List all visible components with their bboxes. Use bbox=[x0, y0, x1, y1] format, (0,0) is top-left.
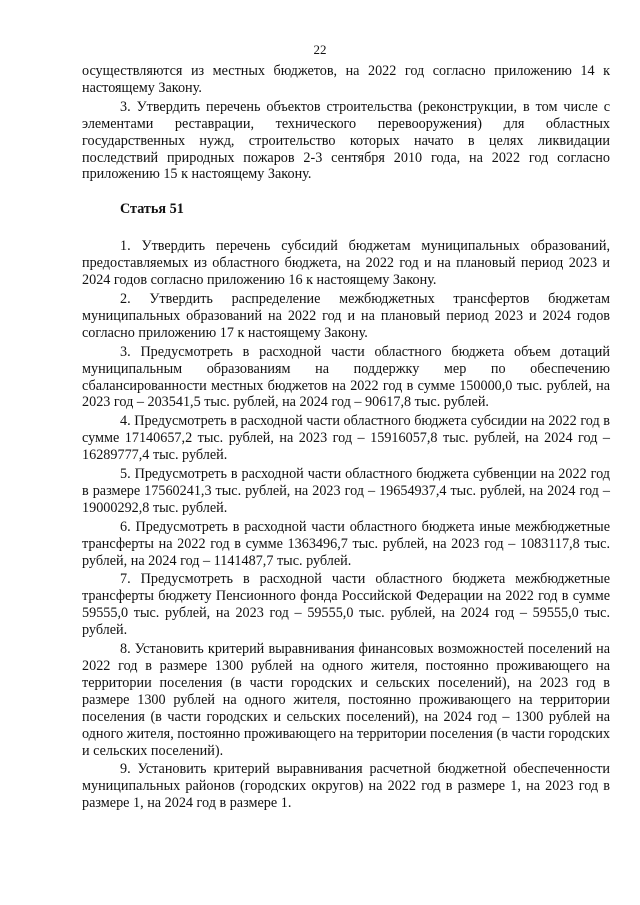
page-number: 22 bbox=[313, 42, 327, 57]
article-item-6: 6. Предусмотреть в расходной части областного бюджета иные межбюджетные трансферты на 2022 год в сумме 1363496,7 тыс. рублей, на 2023 год – 1083117,8 тыс. рублей, на 2024 год – 1141487,7 тыс. рублей. bbox=[82, 518, 610, 569]
article-item-7: 7. Предусмотреть в расходной части областного бюджета межбюджетные трансферты бюджету Пенсионного фонда Российской Федерации на 2022 год в сумме 59555,0 тыс. рублей, на 2023 год – 59555,0 тыс. рублей, на 2024 год – 59555,0 тыс. рублей. bbox=[82, 571, 610, 639]
article-item-1: 1. Утвердить перечень субсидий бюджетам муниципальных образований, предоставляемых из областного бюджета, на 2022 год и на плановый период 2023 и 2024 годов согласно приложению 16 к настоящему Закону. bbox=[82, 238, 610, 289]
article-item-8: 8. Установить критерий выравнивания финансовых возможностей поселений на 2022 год в размере 1300 рублей на одного жителя, постоянно проживающего на территории поселения (в части городских и сельских поселений), на 2023 год в размере 1300 рублей на одного жителя, постоянно проживающего на территории поселения (в части городских и сельских поселений), на 2024 год – 1300 рублей на одного жителя, постоянно проживающего на территории поселения (в части городских и сельских поселений). bbox=[82, 641, 610, 759]
document-body bbox=[82, 63, 610, 812]
continuation-paragraph: осуществляются из местных бюджетов, на 2022 год согласно приложению 14 к настоящему Закону. bbox=[82, 63, 610, 96]
article-heading: Статья 51 bbox=[120, 201, 184, 218]
paragraph-item-3: 3. Утвердить перечень объектов строительства (реконструкции, в том числе с элементами реставрации, технического перевооружения) для областных государственных нужд, строительство которых начато в целях ликвидации последствий природных пожаров 2-3 сентября 2010 года, на 2022 год согласно приложению 15 к настоящему Закону. bbox=[82, 98, 610, 183]
article-item-4: 4. Предусмотреть в расходной части областного бюджета субсидии на 2022 год в сумме 17140657,2 тыс. рублей, на 2023 год – 15916057,8 тыс. рублей, на 2024 год – 16289777,4 тыс. рублей. bbox=[82, 413, 610, 464]
article-item-5: 5. Предусмотреть в расходной части областного бюджета субвенции на 2022 год в размере 17560241,3 тыс. рублей, на 2023 год – 19654937,4 тыс. рублей, на 2024 год – 19000292,8 тыс. рублей. bbox=[82, 466, 610, 516]
article-item-3: 3. Предусмотреть в расходной части областного бюджета объем дотаций муниципальным образованиям на поддержку мер по обеспечению сбалансированности местных бюджетов на 2022 год в сумме 150000,0 тыс. рублей, на 2023 год – 203541,5 тыс. рублей, на 2024 год – 90617,8 тыс. рублей. bbox=[82, 343, 610, 411]
article-item-9: 9. Установить критерий выравнивания расчетной бюджетной обеспеченности муниципальных районов (городских округов) на 2022 год в размере 1, на 2023 год в размере 1, на 2024 год в размере 1. bbox=[82, 761, 610, 812]
article-item-2: 2. Утвердить распределение межбюджетных трансфертов бюджетам муниципальных образований на 2022 год и на плановый период 2023 и 2024 годов согласно приложению 17 к настоящему Закону. bbox=[82, 290, 610, 341]
